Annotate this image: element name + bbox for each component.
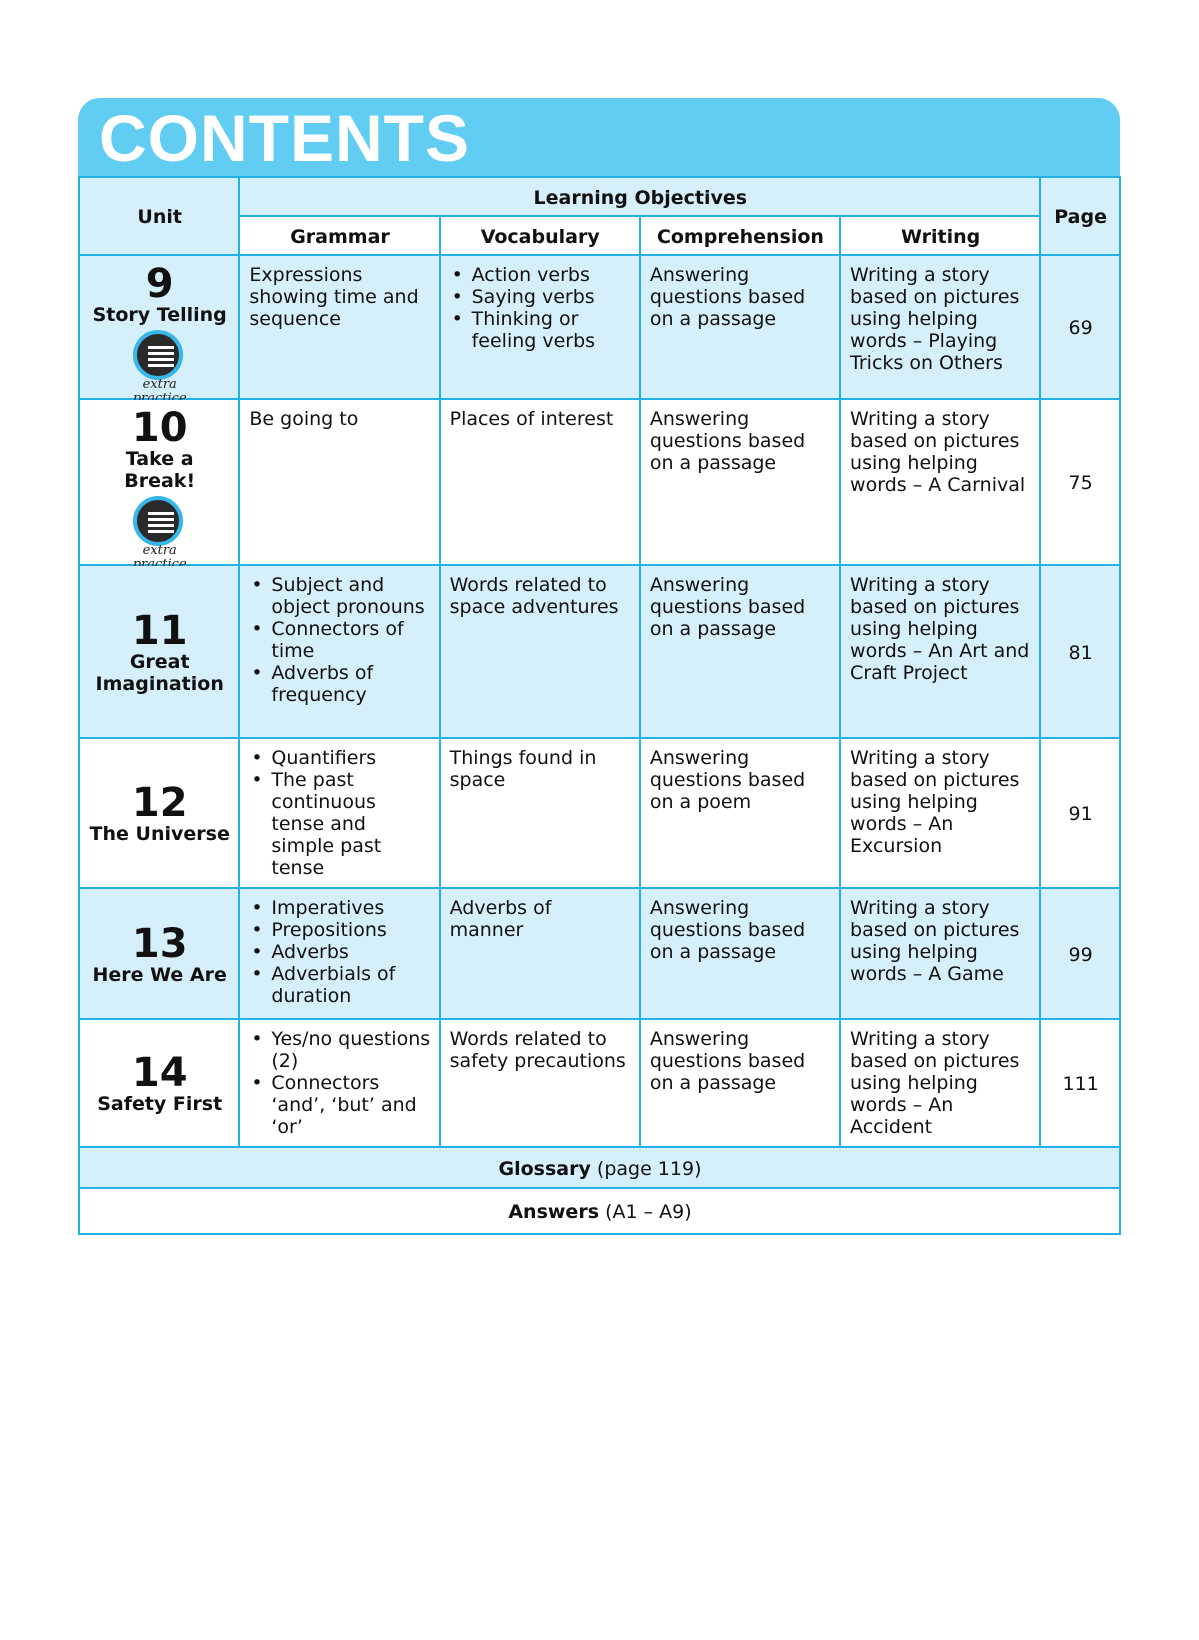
- page-number: 69: [1040, 255, 1120, 399]
- grammar-cell: [239, 738, 439, 888]
- list-item: • Adverbs: [271, 941, 430, 963]
- unit-number: 14: [131, 1050, 188, 1096]
- glossary-label: Glossary: [498, 1157, 591, 1180]
- unit-title: Take a Break!: [124, 448, 196, 492]
- header-unit: Unit: [79, 177, 239, 255]
- unit-cell: [79, 1019, 239, 1147]
- header-learning-objectives: Learning Objectives: [239, 177, 1040, 216]
- list-item: • Quantifiers: [271, 747, 430, 769]
- vocabulary-list: [450, 264, 631, 352]
- unit-title: Great Imagination: [95, 650, 224, 695]
- comprehension-cell: Answering questions based on a passage: [640, 1019, 840, 1147]
- grammar-cell: [239, 565, 439, 738]
- vocabulary-cell: [440, 255, 640, 399]
- vocabulary-cell: Words related to safety precautions: [440, 1019, 640, 1147]
- list-item: • Connectors ‘and’, ‘but’ and ‘or’: [271, 1072, 430, 1138]
- list-item: • Saying verbs: [472, 286, 631, 308]
- table-row: [79, 738, 1120, 888]
- unit-cell: [79, 738, 239, 888]
- unit-number: 9: [145, 261, 174, 307]
- extra-practice-label: extra: [142, 543, 177, 558]
- comprehension-cell: Answering questions based on a poem: [640, 738, 840, 888]
- answers-ref: (A1 – A9): [605, 1201, 692, 1223]
- grammar-list: [249, 897, 430, 1007]
- extra-practice-icon: [129, 496, 191, 558]
- contents-table: [78, 176, 1121, 1235]
- grammar-cell: Expressions showing time and sequence: [239, 255, 439, 399]
- unit-title: Story Telling: [92, 304, 227, 326]
- crossword-icon: [133, 330, 183, 380]
- page-number: 99: [1040, 888, 1120, 1019]
- page-number: 91: [1040, 738, 1120, 888]
- list-item: • Adverbials of duration: [271, 963, 430, 1007]
- writing-cell: Writing a story based on pictures using helping words – An Excursion: [840, 738, 1040, 888]
- grammar-list: [249, 574, 430, 706]
- grammar-list: [249, 747, 430, 879]
- unit-number: 13: [131, 920, 188, 967]
- glossary-row: [79, 1147, 1120, 1188]
- vocabulary-cell: Things found in space: [440, 738, 640, 888]
- contents-header: [78, 98, 1120, 176]
- grammar-list: [249, 1028, 430, 1138]
- extra-practice-icon: [129, 330, 191, 392]
- header-vocabulary: Vocabulary: [440, 216, 640, 255]
- header-writing: Writing: [840, 216, 1040, 255]
- table-row: [79, 399, 1120, 565]
- vocabulary-cell: Words related to space adventures: [440, 565, 640, 738]
- writing-cell: Writing a story based on pictures using helping words – An Accident: [840, 1019, 1040, 1147]
- unit-cell: [79, 888, 239, 1019]
- unit-number: 11: [131, 607, 188, 654]
- writing-cell: Writing a story based on pictures using helping words – A Game: [840, 888, 1040, 1019]
- writing-cell: Writing a story based on pictures using helping words – An Art and Craft Project: [840, 565, 1040, 738]
- writing-cell: Writing a story based on pictures using helping words – Playing Tricks on Others: [840, 255, 1040, 399]
- vocabulary-cell: Adverbs of manner: [440, 888, 640, 1019]
- unit-title: Here We Are: [92, 963, 227, 986]
- list-item: • Adverbs of frequency: [271, 662, 430, 706]
- header-grammar: Grammar: [239, 216, 439, 255]
- table-row: [79, 888, 1120, 1019]
- list-item: • The past continuous tense and simple past tense: [271, 769, 430, 879]
- unit-cell: [79, 565, 239, 738]
- grammar-cell: [239, 888, 439, 1019]
- vocabulary-cell: Places of interest: [440, 399, 640, 565]
- unit-number: 12: [131, 780, 188, 826]
- writing-cell: Writing a story based on pictures using helping words – A Carnival: [840, 399, 1040, 565]
- unit-cell: [79, 399, 239, 565]
- extra-practice-label: extra: [142, 377, 177, 392]
- table-row: [79, 1019, 1120, 1147]
- list-item: • Connectors of time: [271, 618, 430, 662]
- comprehension-cell: Answering questions based on a passage: [640, 399, 840, 565]
- comprehension-cell: Answering questions based on a passage: [640, 255, 840, 399]
- comprehension-cell: Answering questions based on a passage: [640, 888, 840, 1019]
- unit-number: 10: [131, 405, 188, 451]
- grammar-cell: Be going to: [239, 399, 439, 565]
- unit-cell: [79, 255, 239, 399]
- list-item: • Thinking or feeling verbs: [472, 308, 631, 352]
- contents-body: [79, 255, 1120, 1147]
- answers-row: [79, 1188, 1120, 1234]
- grammar-cell: [239, 1019, 439, 1147]
- unit-title: The Universe: [89, 823, 230, 845]
- answers-label: Answers: [508, 1201, 600, 1223]
- list-item: • Imperatives: [271, 897, 430, 919]
- list-item: • Action verbs: [472, 264, 631, 286]
- header-comprehension: Comprehension: [640, 216, 840, 255]
- header-page: Page: [1040, 177, 1120, 255]
- comprehension-cell: Answering questions based on a passage: [640, 565, 840, 738]
- table-row: [79, 255, 1120, 399]
- glossary-ref: (page 119): [596, 1157, 702, 1180]
- table-row: [79, 565, 1120, 738]
- crossword-icon: [133, 496, 183, 546]
- page-number: 75: [1040, 399, 1120, 565]
- page-number: 81: [1040, 565, 1120, 738]
- page-number: 111: [1040, 1019, 1120, 1147]
- list-item: • Yes/no questions (2): [271, 1028, 430, 1072]
- page-title: CONTENTS: [99, 101, 470, 175]
- list-item: • Prepositions: [271, 919, 430, 941]
- unit-title: Safety First: [97, 1093, 223, 1115]
- list-item: • Subject and object pronouns: [271, 574, 430, 618]
